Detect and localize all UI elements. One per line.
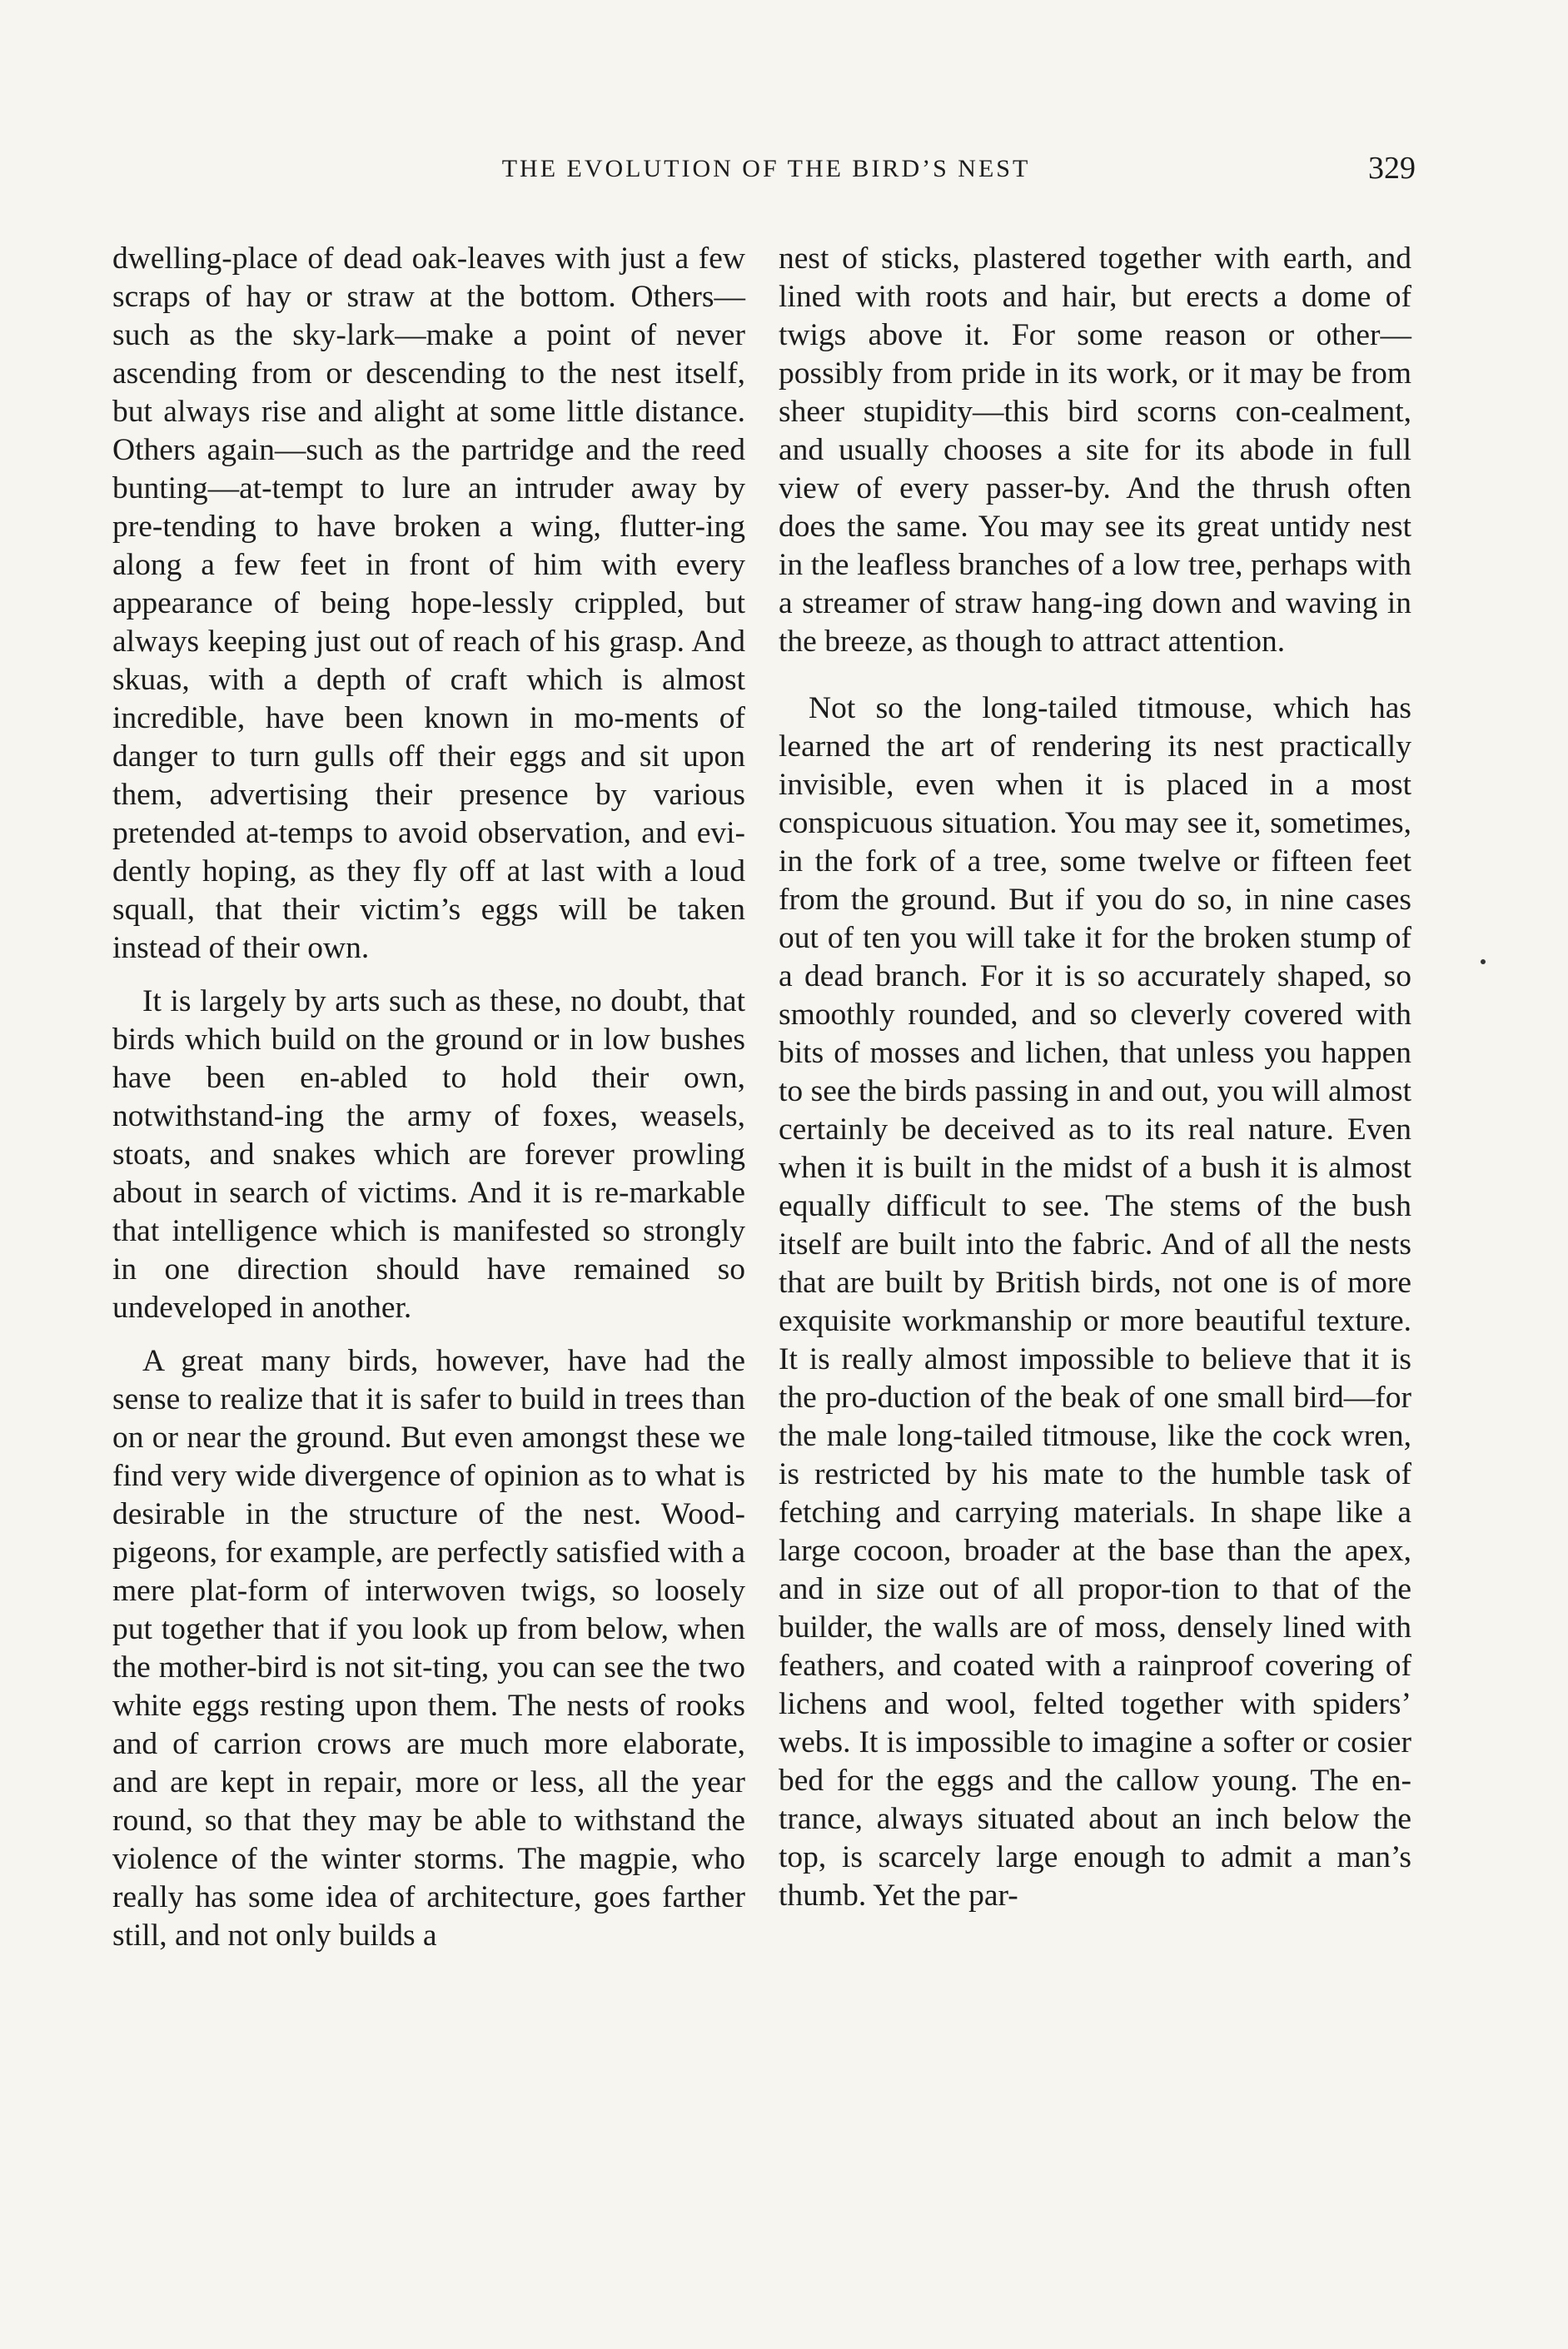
page-header (117, 150, 1416, 200)
paragraph: It is largely by arts such as these, no doubt, that birds which build on the ground or in low bushes have been en-abled to hold their own, notwithstand-ing the army of foxes, weasels, stoats, and snakes which are forever prowling about in search of victims. And it is re-markable that intelligence which is manifested so strongly in one direction should have remained so undeveloped in another. (112, 984, 745, 1325)
paragraph: dwelling-place of dead oak-leaves with just a few scraps of hay or straw at the bottom. Others—such as the sky-lark—make a point of never ascending from or descending to the nest itself, but always rise and alight at some little distance. Others again—such as the partridge and the reed bunting—at-tempt to lure an intruder away by pre-tending to have broken a wing, flutter-ing along a few feet in front of him with every appearance of being hope-lessly crippled, but always keeping just out of reach of his grasp. And skuas, with a depth of craft which is almost incredible, have been known in mo-ments of danger to turn gulls off their eggs and sit upon them, advertising their presence by various pretended at-temps to avoid observation, and evi-dently hoping, as they fly off at last with a loud squall, that their victim’s eggs will be taken instead of their own. (112, 241, 745, 965)
right-column (779, 240, 1411, 1915)
paragraph: Not so the long-tailed titmouse, which has learned the art of rendering its nest practically invisible, even when it is placed in a most conspicuous situation. You may see it, sometimes, in the fork of a tree, some twelve or fifteen feet from the ground. But if you do so, in nine cases out of ten you will take it for the broken stump of a dead branch. For it is so accurately shaped, so smoothly rounded, and so cleverly covered with bits of mosses and lichen, that unless you happen to see the birds passing in and out, you will almost certainly be deceived as to its real nature. Even when it is built in the midst of a bush it is almost equally difficult to see. The stems of the bush itself are built into the fabric. And of all the nests that are built by British birds, not one is of more exquisite workmanship or more beautiful texture. It is really almost impossible to believe that it is the pro-duction of the beak of one small bird—for the male long-tailed titmouse, like the cock wren, is restricted by his mate to the humble task of fetching and carrying materials. In shape like a large cocoon, broader at the base than the apex, and in size out of all propor-tion to that of the builder, the walls are of moss, densely lined with feathers, and coated with a rainproof covering of lichens and wool, felted together with spiders’ webs. It is impossible to imagine a softer or cosier bed for the eggs and the callow young. The en-trance, always situated about an inch below the top, is scarcely large enough to admit a man’s thumb. Yet the par- (779, 691, 1411, 1913)
left-column (112, 240, 745, 1955)
paragraph: A great many birds, however, have had the sense to realize that it is safer to build in trees than on or near the ground. But even amongst these we find very wide divergence of opinion as to what is desirable in the structure of the nest. Wood-pigeons, for example, are perfectly satisfied with a mere plat-form of interwoven twigs, so loosely put together that if you look up from below, when the mother-bird is not sit-ting, you can see the two white eggs resting upon them. The nests of rooks and of carrion crows are much more elaborate, and are kept in repair, more or less, all the year round, so that they may be able to withstand the violence of the winter storms. The magpie, who really has some idea of architecture, goes farther still, and not only builds a (112, 1344, 745, 1953)
margin-mark (1481, 959, 1486, 964)
page-number: 329 (1368, 151, 1416, 186)
running-head: THE EVOLUTION OF THE BIRD’S NEST (501, 155, 1031, 182)
paragraph: nest of sticks, plastered together with earth, and lined with roots and hair, but erects a dome of twigs above it. For some reason or other—possibly from pride in its work, or it may be from sheer stupidity—this bird scorns con-cealment, and usually chooses a site for its abode in full view of every passer-by. And the thrush often does the same. You may see its great untidy nest in the leafless branches of a low tree, perhaps with a streamer of straw hang-ing down and waving in the breeze, as though to attract attention. (779, 241, 1411, 659)
